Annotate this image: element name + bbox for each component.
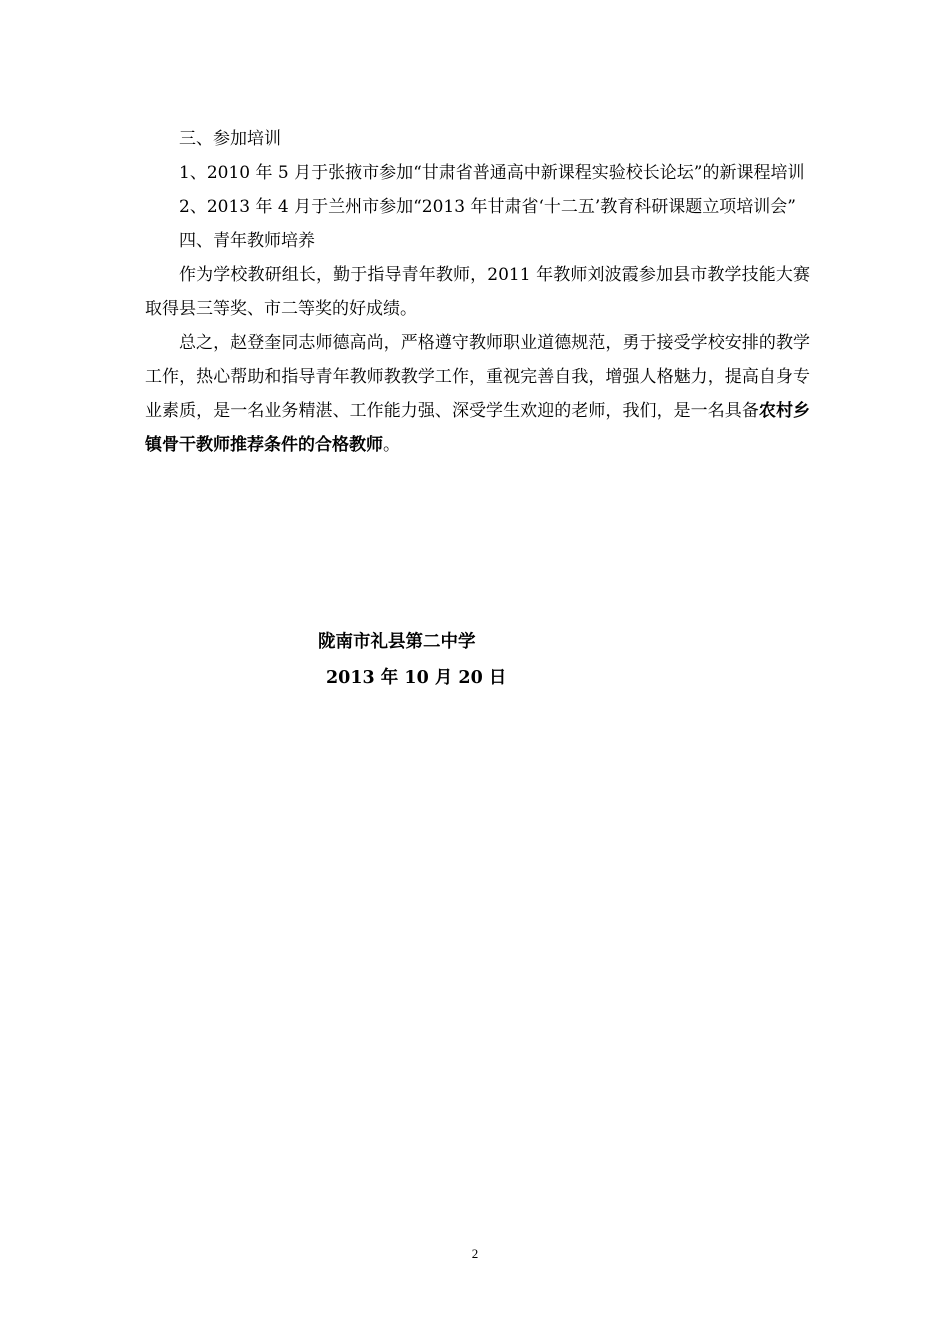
young-teachers-paragraph: 作为学校教研组长，勤于指导青年教师，2011 年教师刘波霞参加县市教学技能大赛取得县三等奖、市二等奖的好成绩。 [145,265,810,319]
conclusion-end: 。 [383,435,400,455]
signature-block [318,624,506,696]
training-item-1: 1、2010 年 5 月于张掖市参加“甘肃省普通高中新课程实验校长论坛”的新课程培训 [179,163,805,183]
page-number: 2 [471,1246,479,1261]
conclusion-text: 总之，赵登奎同志师德高尚，严格遵守教师职业道德规范，勇于接受学校安排的教学工作，热心帮助和指导青年教师教教学工作，重视完善自我，增强人格魅力，提高自身专业素质，是一名业务精湛、工作能力强、深受学生欢迎的老师，我们，是一名具备 [145,333,810,421]
conclusion-bold-text: 农村乡镇骨干教师推荐条件的合格教师 [145,401,811,455]
signature-organization: 陇南市礼县第二中学 [318,632,476,652]
signature-date: 2013 年 10 月 20 日 [326,668,507,688]
document-body [145,122,810,462]
section-heading-young-teachers: 四、青年教师培养 [179,231,315,251]
training-item-2: 2、2013 年 4 月于兰州市参加“2013 年甘肃省‘十二五’教育科研课题立项培训会” [179,197,796,217]
section-heading-training: 三、参加培训 [179,129,281,149]
conclusion-paragraph [145,326,810,462]
